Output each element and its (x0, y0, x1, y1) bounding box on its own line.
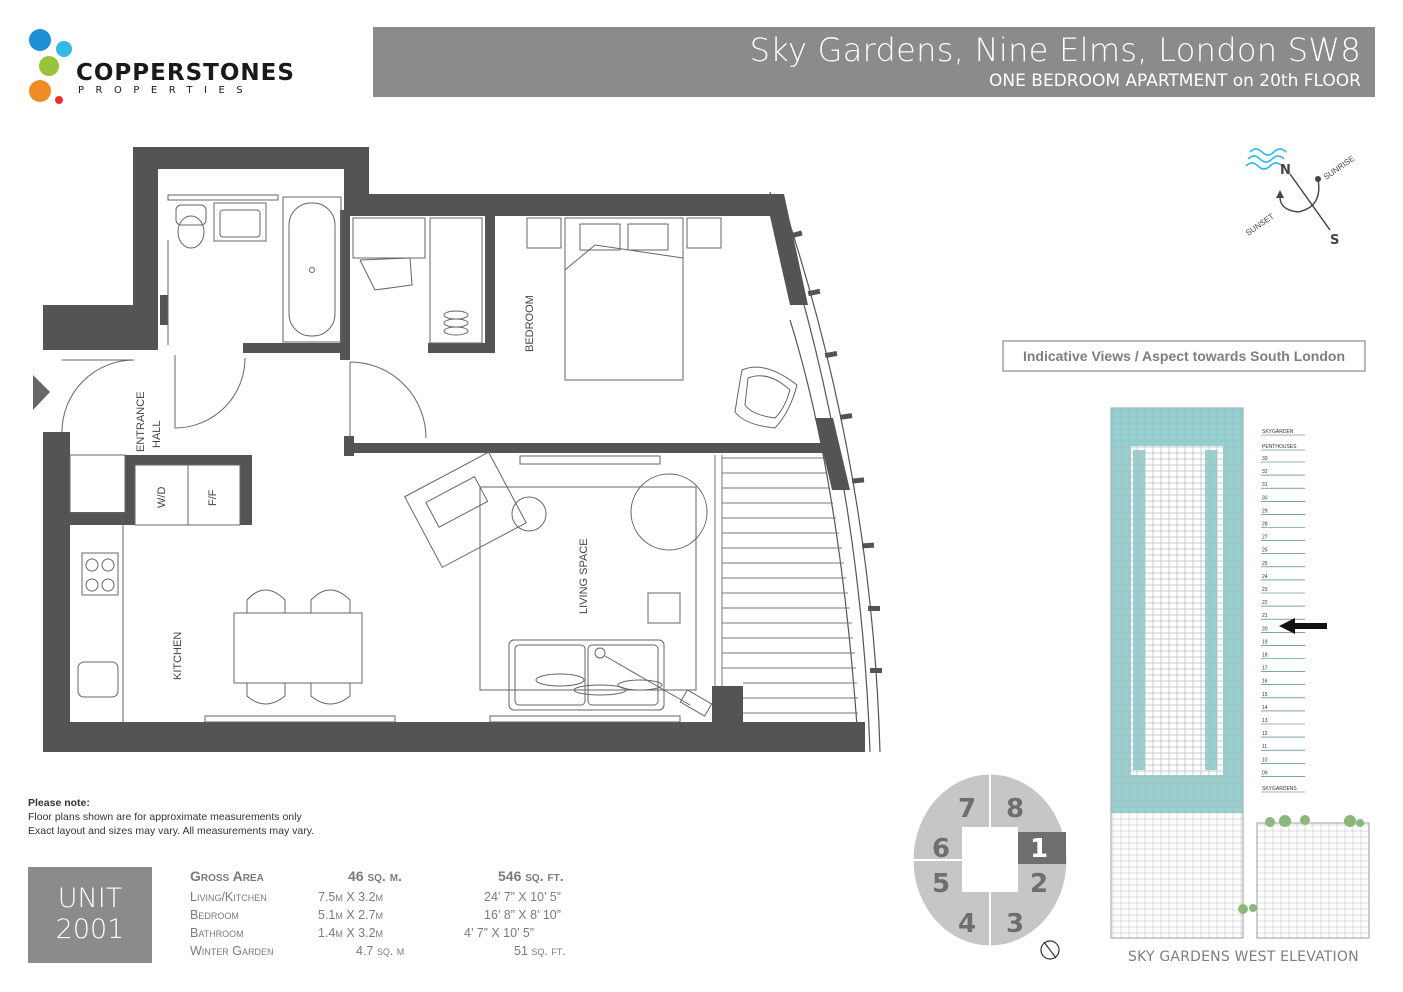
area-table (190, 868, 590, 962)
floor-label-skygarden: SKYGARDEN (1262, 429, 1294, 435)
floor-label-29: 29 (1262, 508, 1268, 515)
compass-sunset: SUNSET (1243, 211, 1276, 238)
door-swings (62, 355, 426, 438)
area-row-metric: 1.4m X 3.2m (318, 926, 384, 940)
views-aspect-label: Indicative Views / Aspect towards South London (1002, 340, 1366, 372)
area-row-label: Winter Garden (190, 944, 274, 958)
floor-labels (1261, 429, 1305, 792)
area-row-bathroom (190, 926, 590, 944)
label-washer-dryer: W/D (156, 486, 168, 508)
key-unit-3: 3 (1006, 909, 1025, 939)
room-label-entrance: ENTRANCE (135, 391, 147, 452)
gross-area-row (190, 868, 590, 890)
floor-label-15: 15 (1262, 691, 1268, 698)
floor-label-24: 24 (1262, 573, 1268, 580)
key-unit-7: 7 (958, 794, 977, 824)
floor-label-18: 18 (1262, 652, 1268, 659)
note-line-1: Floor plans shown are for approximate measurements only (28, 811, 302, 823)
gross-area-imperial: 546 sq. ft. (498, 868, 564, 884)
key-plan-north-icon (1041, 941, 1059, 959)
floor-label-26: 26 (1262, 547, 1268, 554)
note-line-2: Exact layout and sizes may vary. All measurements may vary. (28, 825, 315, 837)
floor-label-33: 33 (1262, 456, 1268, 462)
room-label-living-space: LIVING SPACE (578, 538, 590, 614)
area-row-imperial: 16’ 8” X 8’ 10” (484, 908, 561, 922)
area-row-living-kitchen (190, 890, 590, 908)
area-row-imperial: 24’ 7” X 10’ 5” (484, 890, 561, 904)
unit-label: UNIT (57, 883, 123, 914)
key-unit-6: 6 (932, 834, 951, 864)
floor-label-penthouses: PENTHOUSES (1262, 444, 1297, 450)
key-unit-2: 2 (1030, 869, 1049, 899)
winter-garden-slats (715, 455, 858, 713)
floor-label-25: 25 (1262, 560, 1268, 567)
area-row-imperial: 4’ 7” X 10’ 5” (464, 926, 534, 940)
floor-label-13: 13 (1262, 718, 1268, 724)
floor-label-09: 09 (1262, 770, 1268, 777)
floor-label-10: 10 (1262, 757, 1268, 764)
area-row-label: Bedroom (190, 908, 239, 922)
floor-label-22: 22 (1262, 600, 1268, 607)
floor-label-17: 17 (1262, 665, 1268, 672)
compass-north: N (1280, 163, 1291, 178)
floor-label-32: 32 (1262, 469, 1268, 476)
floor-label-12: 12 (1262, 731, 1268, 738)
compass-icon (1238, 132, 1378, 247)
label-fridge-freezer: F/F (207, 489, 219, 506)
page-title: Sky Gardens, Nine Elms, London SW8 (749, 31, 1361, 69)
disclaimer-note (28, 796, 314, 838)
area-row-winter-garden (190, 944, 590, 962)
area-row-label: Bathroom (190, 926, 244, 940)
room-label-kitchen: KITCHEN (172, 631, 184, 680)
bedroom-furniture (353, 218, 797, 428)
walls (43, 147, 865, 752)
floor-label-27: 27 (1262, 534, 1268, 541)
floor-label-31: 31 (1262, 482, 1268, 489)
floor-label-14: 14 (1262, 704, 1268, 711)
key-unit-4: 4 (958, 909, 977, 939)
brand-subtitle: PROPERTIES (78, 85, 255, 96)
entrance-arrow-icon (33, 375, 50, 410)
floor-label-30: 30 (1262, 495, 1268, 502)
key-plan (910, 772, 1070, 972)
gross-area-metric: 46 sq. m. (348, 868, 402, 884)
room-label-hall: HALL (151, 420, 163, 448)
floor-label-23: 23 (1262, 587, 1268, 593)
elevation-caption: SKY GARDENS WEST ELEVATION (1128, 949, 1359, 965)
area-row-label: Living/Kitchen (190, 890, 267, 904)
building-elevation (1105, 405, 1375, 945)
area-row-bedroom (190, 908, 590, 926)
key-unit-5: 5 (932, 869, 951, 899)
floor-label-19: 19 (1262, 639, 1268, 646)
current-floor-arrow-icon (1279, 618, 1327, 634)
bathroom-fixtures (168, 195, 341, 345)
floor-label-20: 20 (1262, 626, 1268, 633)
unit-number: 2001 (55, 914, 125, 945)
floor-label-11: 11 (1262, 744, 1268, 751)
area-row-metric: 4.7 sq. m (356, 944, 405, 958)
gross-area-label: Gross Area (190, 868, 264, 884)
compass-south: S (1330, 233, 1340, 247)
floor-label-16: 16 (1262, 678, 1268, 685)
floor-label-21: 21 (1262, 613, 1268, 620)
floor-label-skygardens: SKYGARDENS (1262, 786, 1297, 792)
note-heading: Please note: (28, 797, 90, 809)
brand-name: COPPERSTONES (76, 60, 295, 86)
floor-label-28: 28 (1262, 521, 1268, 528)
key-unit-8: 8 (1006, 794, 1025, 824)
unit-badge (28, 867, 152, 963)
page-subtitle: ONE BEDROOM APARTMENT on 20th FLOOR (989, 71, 1361, 91)
area-row-imperial: 51 sq. ft. (514, 944, 566, 958)
room-label-bedroom: BEDROOM (524, 295, 536, 352)
compass-sunrise: SUNRISE (1321, 153, 1357, 182)
area-row-metric: 7.5m X 3.2m (318, 890, 384, 904)
key-unit-1-highlighted: 1 (1030, 834, 1049, 864)
area-row-metric: 5.1m X 2.7m (318, 908, 384, 922)
